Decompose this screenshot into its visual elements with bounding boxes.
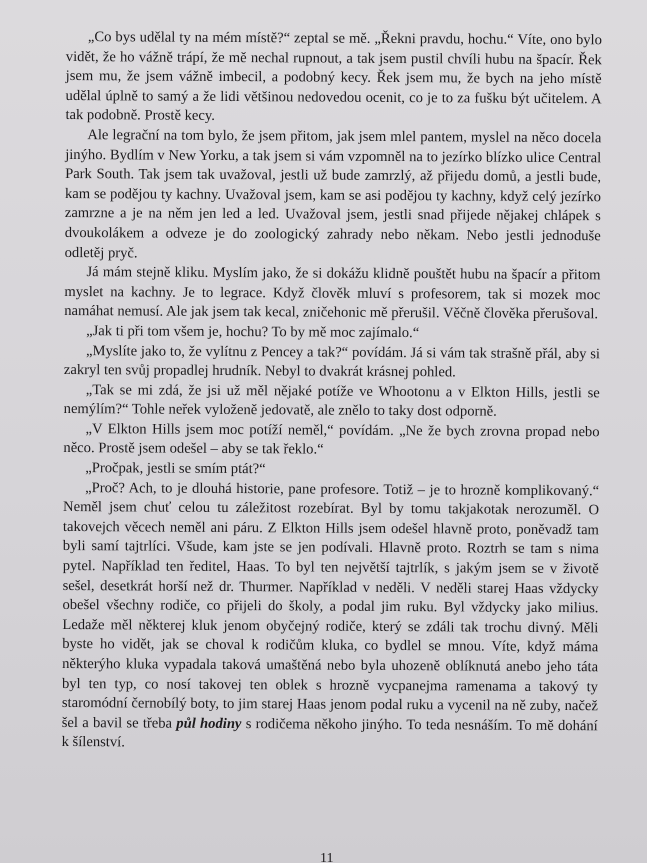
emphasis: půl hodiny: [176, 715, 242, 732]
paragraph-5: „Myslíte jako to, že vylítnu z Pencey a tak?“ povídám. Já si vám tak strašně přál, aby si zakryl ten svůj propadlej hrudník. Nebyl to dvakrát krásnej pohled.: [63, 342, 601, 381]
body-text: [62, 28, 602, 756]
paragraph-7: „V Elkton Hills jsem moc potíží neměl,“ povídám. „Ne že bych zrovna propad nebo něco. Prostě jsem odešel – aby se tak řeklo.“: [63, 421, 600, 459]
paragraph-1: „Co bys udělal ty na mém místě?“ zeptal se mě. „Řekni pravdu, hochu.“ Víte, ono bylo vidět, že ho vážně trápí, že mě nechal rupnout, a tak jsem pustil chvíli hubu na špacír. Řek jsem mu, že jsem vážně imbecil, a podobný kecy. Řek jsem mu, že bych na jeho místě udělal úplně to samý a že lidi většinou nedovedou ocenit, co je to za fušku být učitelem. A tak podobně. Prostě kecy.: [65, 29, 602, 125]
paragraph-6: „Tak se mi zdá, že jsi už měl nějaké potíže ve Whootonu a v Elkton Hills, jestli se nemýlím?“ Tohle neřek vyloženě jedovatě, ale znělo to taky dost odporně.: [63, 381, 600, 420]
page-number: 11: [320, 851, 334, 863]
paragraph-3: Já mám stejně kliku. Myslím jako, že si dokážu klidně pouštět hubu na špacír a přitom myslet na kachny. Je to legrace. Když člověk mluví s profesorem, tak si mozek moc namáhat nemusí. Ale jak jsem tak kecal, zničehonic mě přerušil. Věčně člověka přerušoval.: [64, 264, 601, 323]
paragraph-8: „Pročpak, jestli se smím ptát?“: [85, 460, 266, 478]
paragraph-9: „Proč? Ach, to je dlouhá historie, pane profesore. Totiž – je to hrozně komplikovaný.“ Neměl jsem chuť celou tu záležitost rozebírat. Byl by tomu takjakotak nerozuměl. O takovejch věcech neměl ani páru. Z Elkton Hills jsem odešel hlavně proto, poněvadž tam byli samí tajtrlíci. Všude, kam jste se jen podívali. Hlavně proto. Roztrh se tam s nima pytel. Například ten ředitel, Haas. To byl ten největší tajtrlík, s jakým jsem se v životě sešel, desetkrát horší než dr. Thurmer. Například v neděli. V neděli starej Haas vždycky obešel všechny rodiče, co přijeli do školy, a podal jim ruku. Byl vždycky jako milius. Ledaže měl některej kluk jenom obyčejný rodiče, který se zdáli tak trochu divný. Měli byste ho vidět, jak se choval k rodičům kluka, co bydlel se mnou. Víte, když máma některýho kluka vypadala taková umaštěná nebo byla uhozeně oblíknutá anebo jeho táta byl ten typ, co nosí takovej ten oblek s hrozně vycpanejma ramenama a takový ty staromódní černobílý boty, to jim starej Haas jenom podal ruku a vycenil na ně zuby, načež šel a bavil se třeba půl hodiny s rodičema někoho jinýho. To teda nesnáším. To mě dohání k šílenství.: [61, 479, 600, 751]
paragraph-2: Ale legrační na tom bylo, že jsem přitom, jak jsem mlel pantem, myslel na něco docela jinýho. Bydlím v New Yorku, a tak jsem si vám vzpomněl na to jezírko blízko ulice Central Park South. Tak jsem tak uvažoval, jestli už bude zamrzlý, až přijedu domů, a jestli bude, kam se podějou ty kachny. Uvažoval jsem, kam se asi poděјou ty kachny, když celý jezírko zamrzne a je na něm jen led a led. Uvažoval jsem, jestli snad přijede nějakej chlápek s dvoukolákem a odveze je do zoologický zahrady nebo někam. Nebo jestli jednoduše odletěj pryč.: [64, 127, 602, 261]
paragraph-4: „Jak ti při tom všem je, hochu? To by mě moc zajímalo.“: [86, 323, 420, 342]
